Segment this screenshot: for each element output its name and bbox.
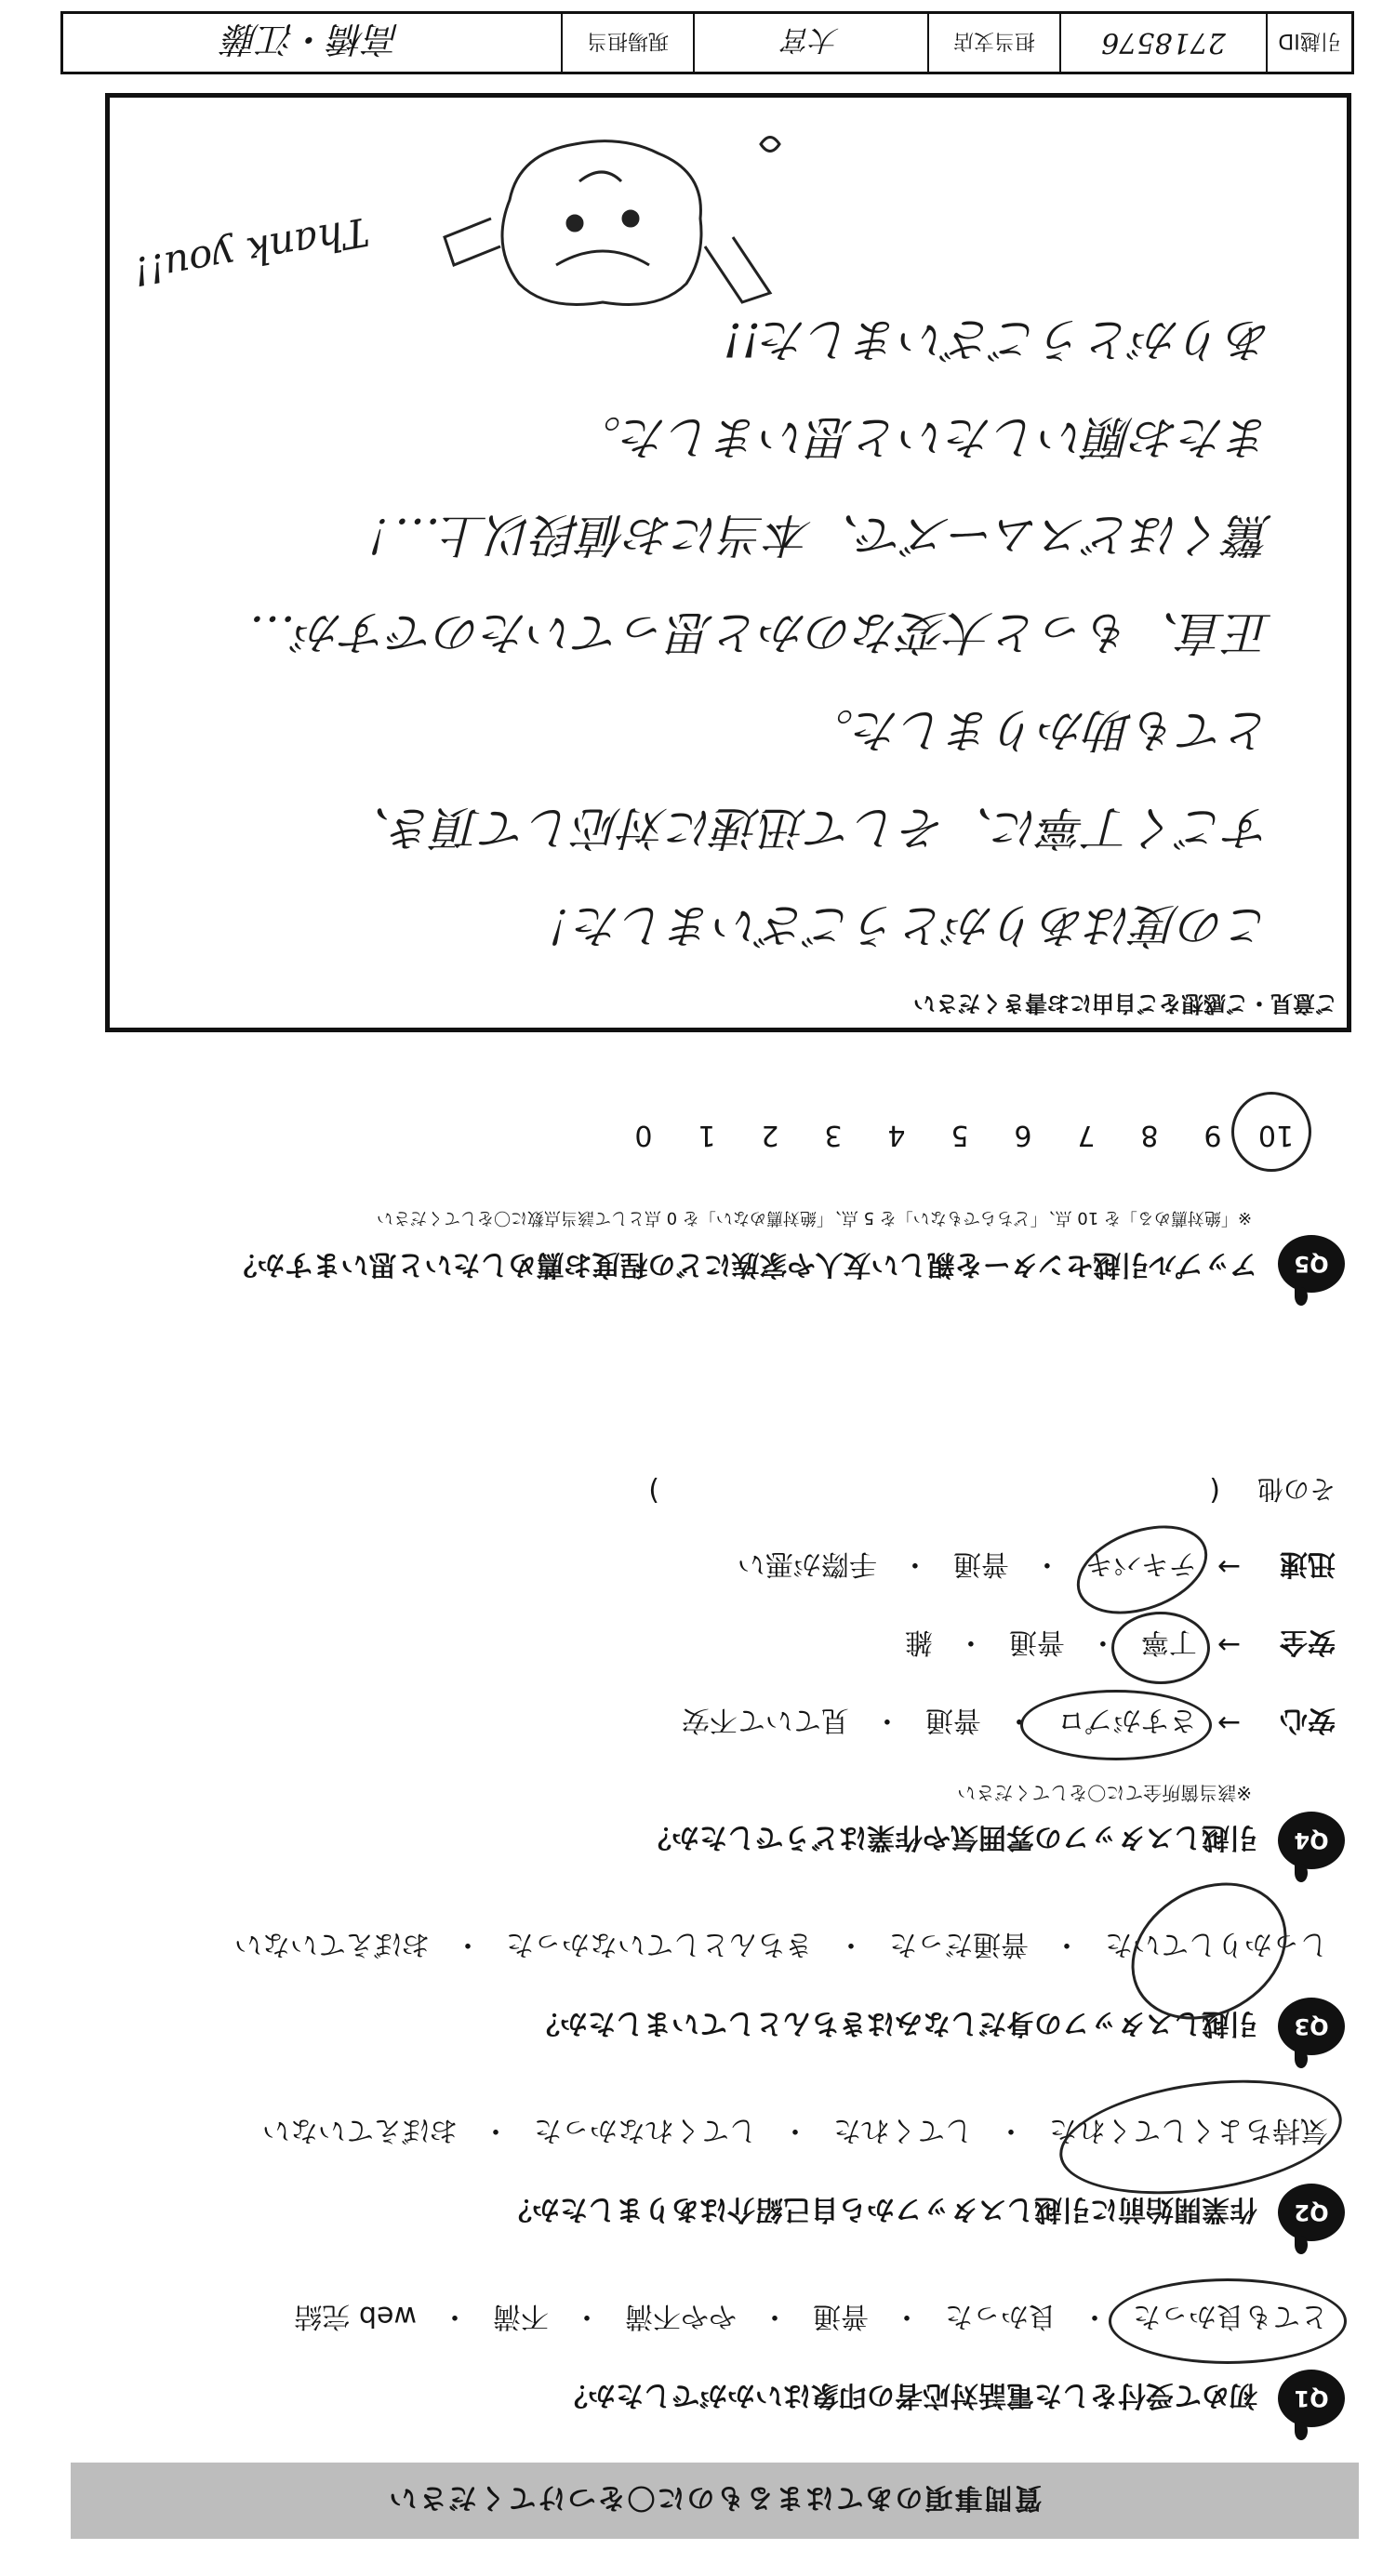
instruction-banner: 質問事項のあてはまるものに〇をつけてください [71,2463,1359,2539]
comment-heading: ご意見・ご感想をご自由にお書きください [913,990,1337,1016]
question-4-note: ※該当箇所全てに〇をしてください [957,1782,1252,1804]
apple-badge-icon: Q4 [1278,1812,1345,1869]
footer-branch-label: 担当支店 [927,14,1059,72]
scale-8[interactable]: 8 [1140,1119,1159,1151]
q4-option-normal[interactable]: 普通 [1008,1626,1065,1658]
q4-option-professional[interactable]: さすがプロ [1057,1703,1197,1744]
q4-row-label: 安全 [1280,1626,1336,1658]
question-5-note: ※「絶対薦める」を 10 点、「どちらでもない」を 5 点、「絶対薦めない」を 0 点として該当点数に〇をしてください [376,1208,1252,1228]
question-4-text: 引越しスタッフの雰囲気や作業はどうでしたか？ [644,1821,1257,1853]
handwritten-line: この度はありがとうございました！ [528,898,1272,952]
question-2-options: 気持ちよくしてくれた ・ してくれた ・ してくれなかった ・ おぼえていない [117,2113,1328,2154]
q1-option-dissatisfied[interactable]: 不満 [493,2300,549,2332]
q4-option-normal[interactable]: 普通 [924,1704,981,1736]
question-4 [117,1472,1345,1869]
question-5-text: アップル引越センターを親しい友人や家族にどの程度お薦めしたいと思いますか？ [229,1248,1257,1281]
apple-badge-icon: Q5 [1278,1235,1345,1293]
q4-row-speed: 迅速 → テキパキ ・ 普通 ・ 手際が悪い [117,1547,1336,1587]
arrow-right-icon: → [1217,1706,1241,1740]
selection-circle [1065,1509,1220,1631]
handwritten-line: とても助かりました。 [807,703,1272,757]
scale-10[interactable]: 10 [1244,1119,1308,1151]
scale-5[interactable]: 5 [951,1119,969,1151]
footer-id-value: 2718576 [1059,14,1266,72]
q2-option-dont-remember[interactable]: おぼえていない [262,2114,458,2146]
comment-box[interactable] [105,93,1351,1032]
q3-option-not-neat[interactable]: きちんとしていなかった [506,1928,813,1960]
doodle-character-icon [417,116,789,321]
q4-row-safety: 安全 → 丁寧 ・ 普通 ・ 雑 [117,1625,1336,1666]
footer-info-table [60,11,1354,74]
apple-badge-icon: Q1 [1278,2370,1345,2427]
scale-3[interactable]: 3 [824,1119,843,1151]
footer-id-label: 引越ID [1266,14,1351,72]
selection-circle [1111,1612,1210,1684]
question-5 [117,1119,1345,1293]
q2-option-did-not[interactable]: してくれなかった [534,2114,757,2146]
selection-circle [1231,1092,1311,1172]
handwritten-line: すごく丁寧に、そして迅速に対応して頂き、 [344,801,1272,855]
scale-1[interactable]: 1 [698,1119,716,1151]
q4-row-label: 迅速 [1280,1547,1336,1580]
q4-option-normal[interactable]: 普通 [952,1547,1009,1580]
q2-option-did[interactable]: してくれた [833,2114,973,2146]
q4-row-label: 安心 [1280,1704,1336,1736]
handwritten-thank-you: Thank you!! [129,208,373,295]
scale-7[interactable]: 7 [1077,1119,1096,1151]
scale-2[interactable]: 2 [761,1119,779,1151]
q4-option-rough[interactable]: 雑 [904,1626,933,1658]
handwritten-line: 正直、もっと大変なのかと思っていたのですが… [249,605,1272,659]
q4-row-reassurance: 安心 → さすがプロ ・ 普通 ・ 見ていて不安 [117,1703,1336,1744]
question-3-options: しっかりしていた ・ 普通だった ・ きちんとしていなかった ・ おぼえていない [117,1927,1328,1968]
scale-9[interactable]: 9 [1203,1119,1222,1151]
q4-row-other [117,1472,1336,1509]
q4-option-clumsy[interactable]: 手際が悪い [737,1547,877,1580]
q3-option-neat[interactable]: しっかりしていた [1105,1927,1328,1968]
question-3 [117,1927,1345,2055]
recommend-scale [117,1119,1308,1151]
q1-option-slightly-dissatisfied[interactable]: やや不満 [625,2300,737,2332]
handwritten-line: 驚くほどスムーズで、本当にお値段以上…！ [348,508,1272,562]
footer-leader-label: 現場担当 [561,14,693,72]
q4-other-field[interactable]: ( ) [648,1474,1220,1507]
q4-other-label: その他 [1256,1474,1336,1505]
q1-option-very-good[interactable]: とても良かった [1133,2299,1328,2340]
question-2-text: 作業開始前に引越しスタッフから自己紹介はありましたか？ [504,2193,1257,2225]
arrow-right-icon: → [1217,1628,1241,1662]
question-1-options: とても良かった ・ 良かった ・ 普通 ・ やや不満 ・ 不満 ・ web 完結 [117,2299,1328,2340]
scale-0[interactable]: 0 [634,1119,653,1151]
selection-circle [1020,1690,1212,1760]
footer-leader-value: 高橋・江藤 [223,19,401,60]
handwritten-line: またお願いしたいと思いました。 [575,410,1272,464]
scale-6[interactable]: 6 [1014,1119,1032,1151]
q1-option-good[interactable]: 良かった [945,2300,1057,2332]
q1-option-normal[interactable]: 普通 [813,2300,869,2332]
apple-badge-icon: Q3 [1278,1998,1345,2055]
q2-option-pleasant[interactable]: 気持ちよくしてくれた [1049,2113,1328,2154]
apple-badge-icon: Q2 [1278,2184,1345,2241]
arrow-right-icon: → [1217,1550,1241,1584]
handwritten-line: ありがとうございました!! [723,312,1272,366]
q4-option-careful[interactable]: 丁寧 [1141,1625,1197,1666]
question-1-text: 初めて受付をした電話対応者の印象はいかがでしたか？ [560,2379,1257,2411]
q1-option-web[interactable]: web 完結 [294,2300,417,2332]
footer-branch-value: 大宮 [693,14,927,72]
question-3-text: 引越しスタッフの身だしなみはきちんとしていましたか？ [532,2007,1257,2039]
question-1 [117,2299,1345,2427]
selection-circle [1109,2278,1347,2364]
question-2 [117,2113,1345,2241]
q4-option-anxious[interactable]: 見ていて不安 [681,1704,849,1736]
q4-option-brisk[interactable]: テキパキ [1085,1547,1197,1587]
q3-option-normal[interactable]: 普通だった [889,1928,1029,1960]
scale-4[interactable]: 4 [887,1119,906,1151]
q3-option-dont-remember[interactable]: おぼえていない [234,1928,430,1960]
